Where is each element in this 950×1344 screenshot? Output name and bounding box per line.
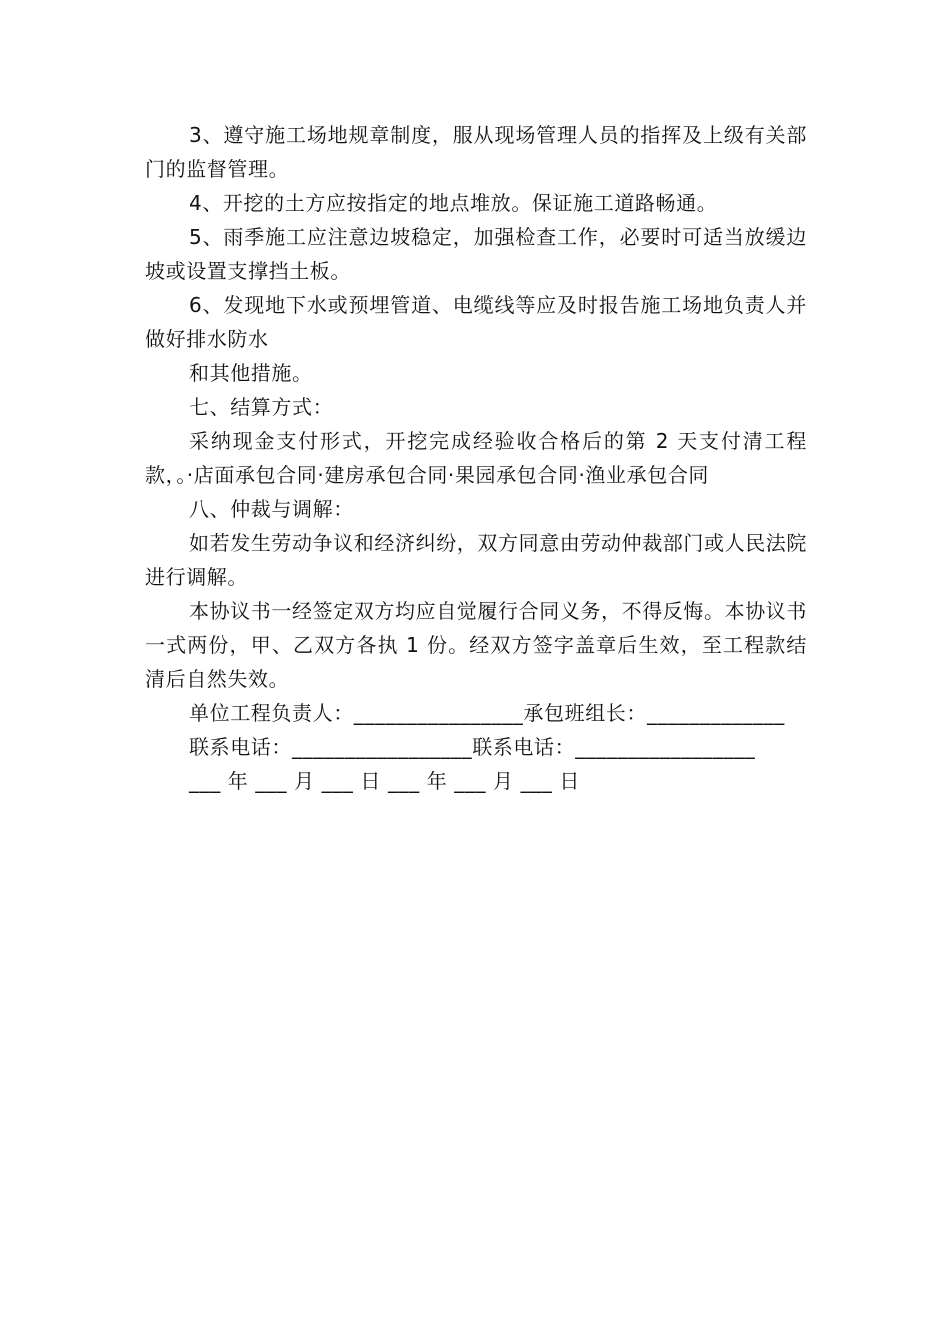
document-page [145,118,807,798]
phone-line: 联系电话：_________________联系电话：_________________ [189,735,756,759]
clause-5: 5、雨季施工应注意边坡稳定，加强检查工作，必要时可适当放缓边坡或设置支撑挡土板。 [145,225,807,283]
clause-4: 4、开挖的土方应按指定的地点堆放。保证施工道路畅通。 [189,191,718,215]
date-line: ___ 年 ___ 月 ___ 日 ___ 年 ___ 月 ___ 日 [189,769,580,793]
settlement-text: 采纳现金支付形式，开挖完成经验收合格后的第 2 天支付清工程款，。·店面承包合同·建房承包合同·果园承包合同·渔业承包合同 [145,429,807,487]
clause-6-continuation: 和其他措施。 [189,361,313,385]
signature-line: 单位工程负责人：________________承包班组长：_____________ [189,701,785,725]
section-heading-settlement: 七、结算方式： [189,395,334,419]
clause-6: 6、发现地下水或预埋管道、电缆线等应及时报告施工场地负责人并做好排水防水 [145,293,807,351]
validity-text: 本协议书一经签定双方均应自觉履行合同义务，不得反悔。本协议书一式两份，甲、乙双方各执 1 份。经双方签字盖章后生效，至工程款结清后自然失效。 [145,599,807,691]
clause-3: 3、遵守施工场地规章制度，服从现场管理人员的指挥及上级有关部门的监督管理。 [145,123,807,181]
section-heading-arbitration: 八、仲裁与调解： [189,497,354,521]
arbitration-text: 如若发生劳动争议和经济纠纷，双方同意由劳动仲裁部门或人民法院进行调解。 [145,531,807,589]
